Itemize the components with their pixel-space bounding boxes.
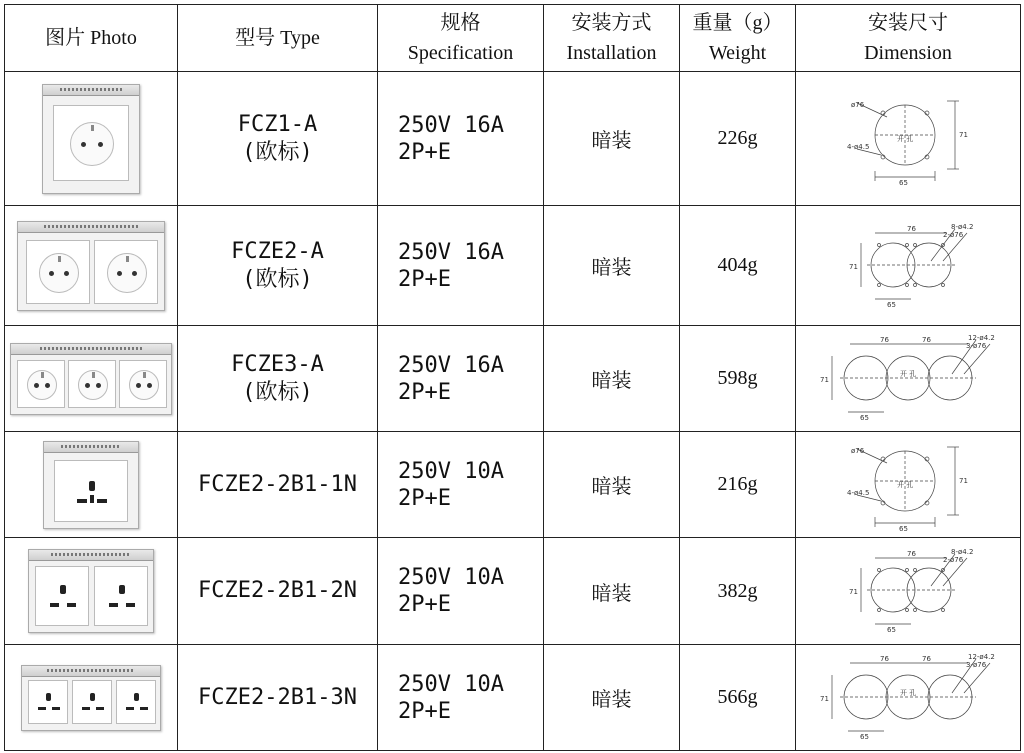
- svg-text:65: 65: [899, 178, 908, 187]
- table-row: [5, 326, 1021, 432]
- type-cell: FCZE2-2B1-2N: [178, 538, 378, 645]
- spec-cell: 250V 10A 2P+E: [378, 645, 544, 751]
- type-cell: FCZE2-2B1-1N: [178, 432, 378, 538]
- type-cell: FCZE3-A (欧标): [178, 326, 378, 432]
- svg-text:76: 76: [922, 335, 931, 344]
- header-photo: 图片 Photo: [5, 5, 178, 72]
- photo-cell: [5, 645, 178, 751]
- svg-text:76: 76: [880, 654, 889, 663]
- install-cell: 暗装: [544, 72, 680, 206]
- table-row: [5, 72, 1021, 206]
- svg-text:开 孔: 开 孔: [900, 688, 917, 697]
- type-cell: FCZ1-A (欧标): [178, 72, 378, 206]
- weight-cell: 598g: [680, 326, 796, 432]
- dimension-cell: [796, 72, 1021, 206]
- svg-text:2-ø76: 2-ø76: [943, 556, 964, 564]
- photo-cell: [5, 326, 178, 432]
- table-row: [5, 645, 1021, 751]
- header-row: [5, 5, 1021, 72]
- socket-photo: [28, 549, 154, 633]
- product-spec-table: [4, 4, 1021, 751]
- dimension-cell: [796, 206, 1021, 326]
- socket-photo: [17, 221, 165, 311]
- svg-text:ø76: ø76: [851, 100, 865, 109]
- svg-text:71: 71: [820, 375, 829, 384]
- spec-cell: 250V 10A 2P+E: [378, 432, 544, 538]
- type-cell: FCZE2-A (欧标): [178, 206, 378, 326]
- dimension-drawing: [818, 334, 998, 424]
- dimension-cell: [796, 432, 1021, 538]
- svg-text:12-ø4.2: 12-ø4.2: [968, 333, 995, 342]
- svg-text:8-ø4.2: 8-ø4.2: [951, 548, 973, 556]
- svg-text:2-ø76: 2-ø76: [943, 230, 964, 239]
- svg-text:76: 76: [907, 550, 916, 558]
- install-cell: 暗装: [544, 206, 680, 326]
- weight-cell: 566g: [680, 645, 796, 751]
- svg-text:4-ø4.5: 4-ø4.5: [847, 488, 870, 497]
- weight-cell: 226g: [680, 72, 796, 206]
- install-cell: 暗装: [544, 326, 680, 432]
- svg-text:65: 65: [887, 300, 896, 309]
- install-cell: 暗装: [544, 645, 680, 751]
- photo-cell: [5, 538, 178, 645]
- svg-text:开 孔: 开 孔: [897, 480, 914, 489]
- svg-text:71: 71: [849, 262, 858, 271]
- photo-cell: [5, 72, 178, 206]
- dimension-drawing: [843, 437, 973, 533]
- weight-cell: 404g: [680, 206, 796, 326]
- header-spec: 规格 Specification: [378, 5, 544, 72]
- dimension-cell: [796, 645, 1021, 751]
- spec-cell: 250V 10A 2P+E: [378, 538, 544, 645]
- socket-photo: [42, 84, 140, 194]
- dimension-drawing: [843, 221, 973, 311]
- svg-text:65: 65: [899, 524, 908, 533]
- spec-cell: 250V 16A 2P+E: [378, 72, 544, 206]
- svg-text:76: 76: [907, 224, 916, 233]
- socket-photo: [43, 441, 139, 529]
- svg-text:71: 71: [959, 476, 968, 485]
- svg-text:65: 65: [860, 732, 869, 741]
- dimension-cell: [796, 326, 1021, 432]
- table-row: [5, 538, 1021, 645]
- svg-text:71: 71: [820, 694, 829, 703]
- weight-cell: 216g: [680, 432, 796, 538]
- svg-text:开 孔: 开 孔: [897, 134, 914, 143]
- svg-text:3-ø76: 3-ø76: [966, 660, 987, 669]
- dimension-drawing: [843, 91, 973, 187]
- install-cell: 暗装: [544, 538, 680, 645]
- svg-text:65: 65: [860, 413, 869, 422]
- dimension-drawing: [843, 546, 973, 636]
- svg-text:71: 71: [959, 130, 968, 139]
- weight-cell: 382g: [680, 538, 796, 645]
- svg-text:76: 76: [880, 335, 889, 344]
- header-weight: 重量（g） Weight: [680, 5, 796, 72]
- photo-cell: [5, 206, 178, 326]
- svg-text:3-ø76: 3-ø76: [966, 341, 987, 350]
- svg-text:4-ø4.5: 4-ø4.5: [847, 142, 870, 151]
- spec-cell: 250V 16A 2P+E: [378, 206, 544, 326]
- header-install: 安装方式 Installation: [544, 5, 680, 72]
- svg-text:ø76: ø76: [851, 446, 865, 455]
- type-cell: FCZE2-2B1-3N: [178, 645, 378, 751]
- socket-photo: [21, 665, 161, 731]
- table-row: [5, 206, 1021, 326]
- svg-text:12-ø4.2: 12-ø4.2: [968, 652, 995, 661]
- dimension-cell: [796, 538, 1021, 645]
- photo-cell: [5, 432, 178, 538]
- svg-text:65: 65: [887, 626, 896, 634]
- spec-cell: 250V 16A 2P+E: [378, 326, 544, 432]
- svg-text:8-ø4.2: 8-ø4.2: [951, 222, 973, 231]
- header-type: 型号 Type: [178, 5, 378, 72]
- svg-text:76: 76: [922, 654, 931, 663]
- socket-photo: [10, 343, 172, 415]
- header-dimension: 安装尺寸 Dimension: [796, 5, 1021, 72]
- dimension-drawing: [818, 653, 998, 743]
- svg-text:开 孔: 开 孔: [900, 369, 917, 378]
- svg-text:71: 71: [849, 588, 858, 596]
- table-row: [5, 432, 1021, 538]
- install-cell: 暗装: [544, 432, 680, 538]
